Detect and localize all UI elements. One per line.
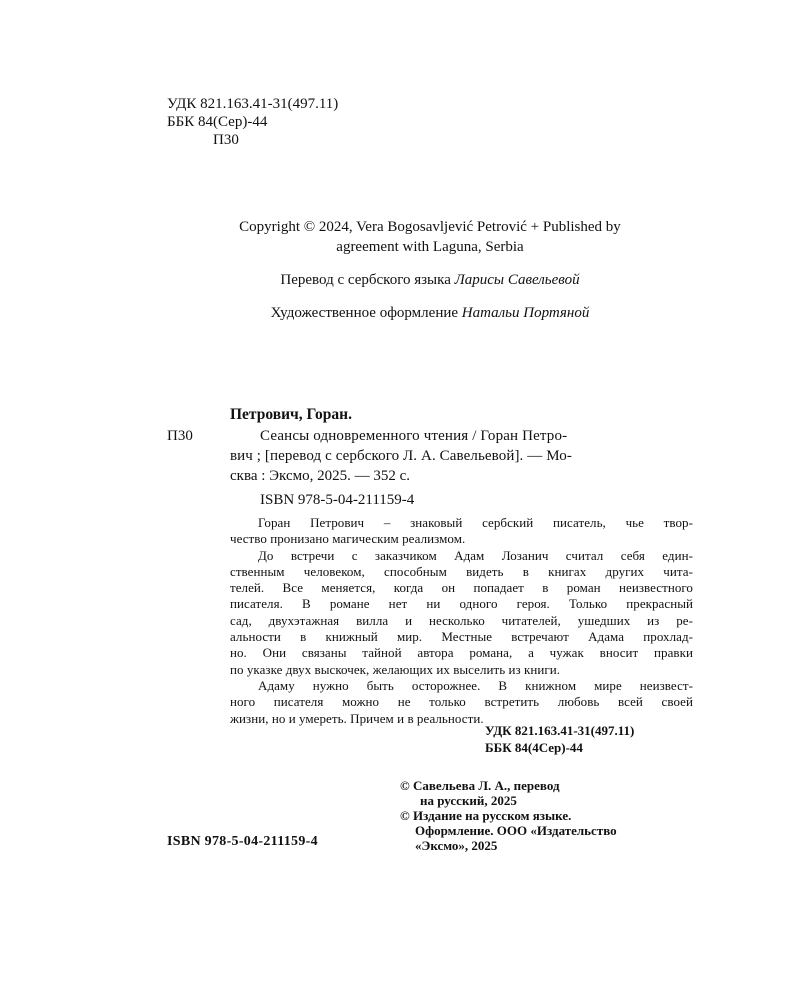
- annotation-line: писателя. В романе нет ни одного героя. Только прекрасный: [230, 596, 693, 612]
- translator-name: Ларисы Савельевой: [454, 272, 580, 288]
- copyright-holder-line: на русский, 2025: [420, 793, 517, 808]
- record-line: сква : Эксмо, 2025. — 352 с.: [230, 468, 411, 484]
- translation-credit: [160, 270, 700, 290]
- annotation-line: ственным человеком, способным видеть в книгах других чита-: [230, 563, 693, 579]
- record-line: Сеансы одновременного чтения / Горан Петро-: [260, 428, 568, 444]
- bbk-code: ББК 84(Сер)-44: [167, 114, 268, 130]
- annotation-line: Адаму нужно быть осторожнее. В книжном мире неизвест-: [258, 677, 693, 693]
- translation-prefix: Перевод с сербского языка: [280, 272, 455, 288]
- annotation-line: Горан Петрович – знаковый сербский писатель, чье твор-: [258, 515, 693, 530]
- annotation-line: сад, двухэтажная вилла и несколько читателей, ушедших из ре-: [230, 612, 693, 628]
- copyright-holder-line: © Савельева Л. А., перевод: [400, 778, 560, 793]
- record-line: вич ; [перевод с сербского Л. А. Савельевой]. — Мо-: [230, 448, 572, 464]
- author-mark: П30: [213, 132, 239, 148]
- record-isbn: ISBN 978-5-04-211159-4: [260, 492, 415, 508]
- record-description: [230, 426, 693, 486]
- copyright-holder-line: © Издание на русском языке.: [400, 808, 572, 823]
- annotation-line: До встречи с заказчиком Адам Лозанич считал себя един-: [258, 547, 693, 563]
- isbn-bottom: ISBN 978-5-04-211159-4: [167, 834, 318, 849]
- annotation-line: но. Они связаны тайной автора романа, а чужак вносит правки: [230, 645, 693, 661]
- small-bbk: ББК 84(4Сер)-44: [485, 740, 583, 755]
- classification-block: [167, 95, 338, 149]
- udk-code: УДК 821.163.41-31(497.11): [167, 96, 339, 112]
- copyright-line-1: Copyright © 2024, Vera Bogosavljević Petrović + Published by: [239, 219, 621, 235]
- annotation-line: жизни, но и умереть. Причем и в реальности.: [230, 710, 484, 726]
- design-credit: [160, 303, 700, 323]
- copyright-holders: [400, 778, 617, 853]
- copyright-notice: [160, 217, 700, 257]
- copyright-line-2: agreement with Laguna, Serbia: [336, 239, 524, 255]
- copyright-holder-line: Оформление. ООО «Издательство: [415, 823, 617, 838]
- annotation-line: чество пронизано магическим реализмом.: [230, 531, 466, 547]
- annotation-line: телей. Все меняется, когда он попадает в роман неизвестного: [230, 580, 693, 596]
- annotation: [230, 515, 693, 727]
- annotation-line: альности в книжный мир. Местные встречают Адама прохлад-: [230, 629, 693, 645]
- designer-name: Натальи Портяной: [461, 305, 590, 321]
- small-classification: [485, 722, 634, 756]
- copyright-holder-line: «Эксмо», 2025: [415, 838, 498, 853]
- annotation-line: по указке двух выскочек, желающих их выселить из книги.: [230, 661, 561, 677]
- record-author: Петрович, Горан.: [230, 406, 352, 423]
- record-code: П30: [167, 428, 193, 444]
- small-udk: УДК 821.163.41-31(497.11): [485, 723, 635, 738]
- design-prefix: Художественное оформление: [270, 305, 462, 321]
- annotation-line: ного писателя можно не только встретить любовь всей своей: [230, 694, 693, 710]
